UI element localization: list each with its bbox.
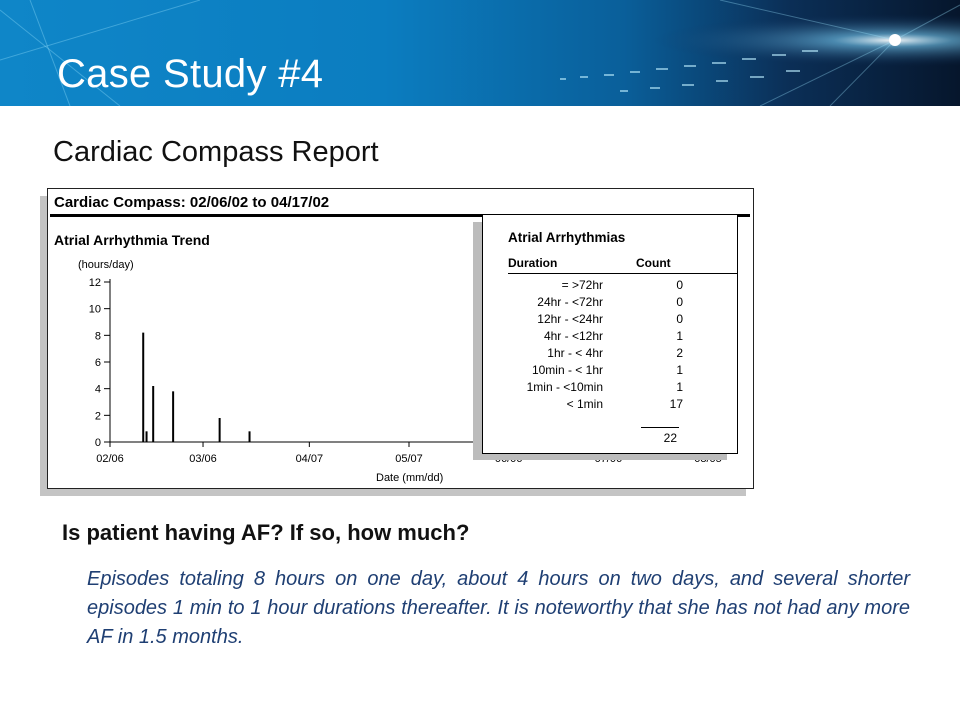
count-cell: 0	[676, 312, 683, 326]
table-total: 22	[663, 431, 677, 445]
count-cell: 1	[676, 363, 683, 377]
duration-cell: 4hr - <12hr	[543, 329, 603, 343]
answer-text: Episodes totaling 8 hours on one day, about 4 hours on two days, and several shorter episodes 1 min to 1 hour durations thereafter. It is noteworthy that she has not had any more AF in 1.5 months.	[87, 568, 910, 648]
y-tick-label: 10	[88, 303, 101, 316]
count-column-header: Count	[636, 256, 671, 270]
count-cell: 17	[669, 397, 683, 411]
x-tick-label: 02/06	[96, 453, 124, 465]
y-axis-label: (hours/day)	[78, 259, 134, 271]
duration-cell: 12hr - <24hr	[537, 312, 603, 326]
table-row	[483, 295, 737, 312]
x-tick-label: 05/07	[395, 453, 423, 465]
duration-cell: 1hr - < 4hr	[547, 346, 603, 360]
x-axis-label: Date (mm/dd)	[376, 472, 444, 484]
slide-subtitle: Cardiac Compass Report	[53, 136, 379, 168]
duration-column-header: Duration	[508, 256, 558, 270]
table-row	[483, 329, 737, 346]
y-tick-label: 8	[94, 330, 101, 343]
count-cell: 2	[676, 346, 683, 360]
y-tick-label: 12	[88, 277, 101, 289]
duration-cell: < 1min	[566, 397, 603, 411]
y-tick-label: 0	[94, 437, 101, 449]
arrhythmia-table	[482, 214, 738, 454]
cardiac-compass-report	[47, 188, 754, 489]
count-cell: 1	[676, 329, 683, 343]
table-row	[483, 346, 737, 363]
title-banner	[0, 0, 960, 106]
x-tick-label: 04/07	[295, 453, 324, 465]
table-row	[483, 278, 737, 295]
count-cell: 1	[676, 380, 683, 394]
table-row	[483, 312, 737, 329]
y-tick-label: 2	[94, 410, 101, 423]
table-title: Atrial Arrhythmias	[508, 230, 626, 245]
y-tick-label: 6	[94, 357, 101, 369]
duration-cell: 1min - <10min	[526, 380, 603, 394]
table-row	[483, 380, 737, 397]
y-tick-label: 4	[94, 383, 101, 396]
question-text: Is patient having AF? If so, how much?	[62, 520, 470, 545]
chart-title: Atrial Arrhythmia Trend	[54, 232, 210, 248]
duration-cell: = >72hr	[561, 278, 603, 292]
table-header-rule	[508, 273, 738, 274]
duration-cell: 10min - < 1hr	[531, 363, 603, 377]
table-row	[483, 397, 737, 414]
total-rule	[641, 427, 679, 428]
count-cell: 0	[676, 278, 683, 292]
x-tick-label: 03/06	[189, 453, 217, 465]
report-header: Cardiac Compass: 02/06/02 to 04/17/02	[54, 194, 330, 211]
count-cell: 0	[676, 295, 683, 309]
table-row	[483, 363, 737, 380]
slide-title: Case Study #4	[57, 52, 324, 96]
duration-cell: 24hr - <72hr	[537, 295, 603, 309]
